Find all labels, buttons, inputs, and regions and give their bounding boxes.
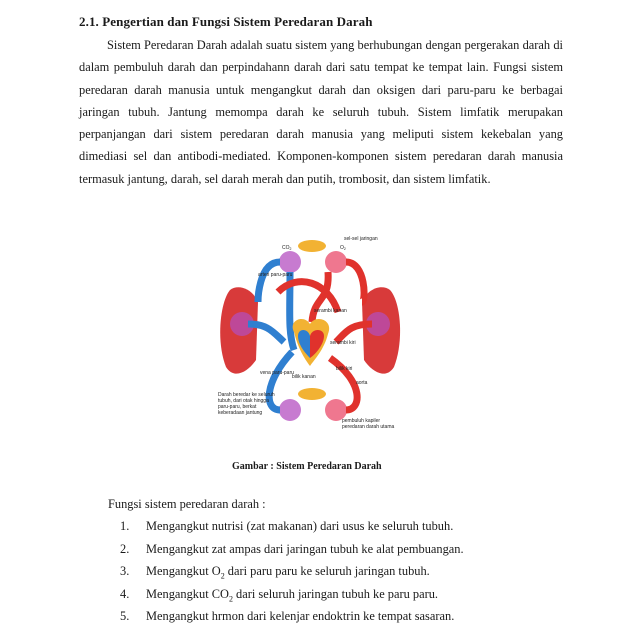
bilik-kiri-label: bilik kiri [336,366,353,372]
figure-caption: Gambar : Sistem Peredaran Darah [232,461,382,472]
list-intro: Fungsi sistem peredaran darah : [108,497,266,511]
darah-beredar-label: Darah beredar ke seluruh tubuh, dari otak hingga paru-paru, berkat keberadaan jantung [218,392,275,416]
tissue-capillaries-top [298,240,326,252]
list-item: 3. Mengangkut $O_2$ dari paru paru ke seluruh jaringan tubuh. [120,564,430,581]
section-heading: 2.1. Pengertian dan Fungsi Sistem Peredaran Darah [79,14,373,29]
aorta-label: aorta [356,380,368,386]
tissue-capillaries-bottom [298,388,326,400]
function-list [120,519,464,632]
bilik-kanan-label: bilik kanan [292,374,316,380]
body-paragraph: Sistem Peredaran Darah adalah suatu sistem yang berhubungan dengan pergerakan darah di dalam pembuluh darah dan perpindahann darah dari satu tempat ke tempat lain. Fungsi sistem peredaran darah manusia untuk mengangkut darah dan oksigen dari paru-paru ke berbagai jaringan tubuh. Jantung memompa darah ke seluruh tubuh. Sistem limfatik merupakan perpanjangan dari sistem peredaran darah manusia yang meliputi sistem kekebalan yang dimediasi sel dan antibodi-mediated. Komponen-komponen sistem peredaran darah manusia termasuk jantung, darah, sel darah merah dan putih, trombosit, dan sistem limfatik. [79,38,563,186]
list-item: 1. Mengangkut nutrisi (zat makanan) dari usus ke seluruh tubuh. [120,519,454,533]
arteri-paru-paru-label: arteri paru-paru [258,272,293,278]
pembuluh-kapiler-label: pembuluh kapiler peredaran darah utama [342,418,395,430]
circulatory-system-figure [218,232,403,442]
list-item: 4. Mengangkut $CO_2$ dari seluruh jaringan tubuh ke paru paru. [120,586,439,603]
sel-sel-jaringan-label: sel-sel jaringan [344,236,378,242]
list-item: 5. Mengangkut hrmon dari kelenjar endoktrin ke tempat sasaran. [120,609,455,623]
serambi-kiri-label: serambi kiri [330,340,356,346]
vena-paru-paru-label: vena paru-paru [260,370,294,376]
list-item: 2. Mengangkut zat ampas dari jaringan tubuh ke alat pembuangan. [120,541,464,556]
o2-label: $O_2$ [340,245,346,251]
serambi-kanan-label: serambi kanan [314,308,347,314]
circulatory-diagram [218,232,403,442]
co2-label: $CO_2$ [282,245,292,251]
